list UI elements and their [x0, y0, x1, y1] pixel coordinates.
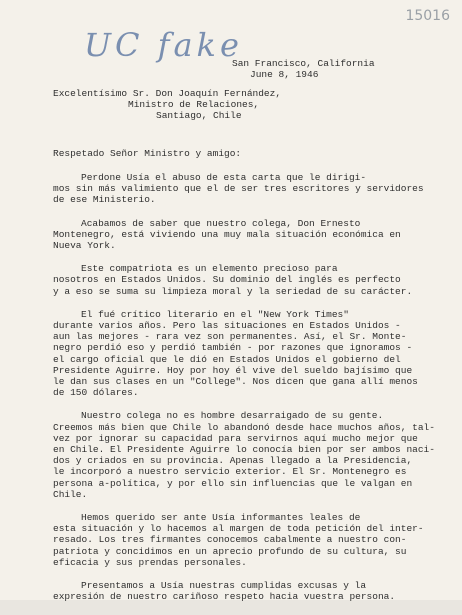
paragraph: [53, 263, 413, 297]
paragraph-line: de ese Ministerio.: [53, 194, 156, 206]
paragraph-line: durante varios años. Pero las situaciones en Estados Unidos -: [53, 320, 401, 332]
paragraph-line: Presidente Aguirre. Hoy por hoy él vive del sueldo bajísimo que: [53, 364, 413, 376]
recipient-line-2: Ministro de Relaciones,: [128, 99, 260, 110]
paragraph-line: mos sin más valimiento que el de ser tres escritores y servidores: [53, 183, 424, 195]
paragraph-line: Hemos querido ser ante Usía informantes leales de: [81, 512, 361, 524]
paragraph-line: persona a-política, y por ello sin influencias que le valgan en: [53, 477, 413, 489]
paragraph-line: Este compatriota es un elemento precioso para: [81, 263, 338, 275]
paragraph-line: aun las mejores - rara vez son permanentes. Así, el Sr. Monte-: [53, 331, 407, 343]
paragraph-line: Chile.: [53, 488, 88, 500]
paragraph-line: Nuestro colega no es hombre desarraigado de su gente.: [81, 410, 384, 422]
paragraph-line: Presentamos a Usía nuestras cumplidas excusas y la: [81, 580, 367, 592]
paragraph-line: patriota y concidimos en un aprecio profundo de su cultura, su: [53, 545, 407, 557]
place-date-block: [232, 58, 375, 80]
paragraph: [53, 410, 435, 500]
paragraph-line: le incorporó a nuestro servicio exterior. El Sr. Montenegro es: [53, 466, 407, 478]
date: June 8, 1946: [250, 69, 319, 80]
page-number: 15016: [405, 8, 450, 24]
paragraph-line: nosotros en Estados Unidos. Su dominio del inglés es perfecto: [53, 274, 401, 286]
letter-body: [53, 172, 435, 615]
paragraph-line: Nueva York.: [53, 240, 116, 252]
paragraph-line: vez por ignorar su capacidad para servirnos aquí mucho mejor que: [53, 432, 418, 444]
salutation: Respetado Señor Ministro y amigo:: [53, 148, 242, 159]
paragraph-line: el cargo oficial que le dió en Estados Unidos el gobierno del: [53, 353, 401, 365]
recipient-line-1: Excelentísimo Sr. Don Joaquín Fernández,: [53, 88, 282, 99]
paragraph-line: dos y criados en su provincia. Apenas llegado a la Presidencia,: [53, 455, 413, 467]
paragraph-line: esta situación y lo hacemos al margen de toda petición del inter-: [53, 523, 424, 535]
recipient-line-3: Santiago, Chile: [156, 110, 242, 121]
paragraph: [53, 172, 424, 206]
paragraph-line: expresión de nuestro cariñoso respeto hacia vuestra persona.: [53, 591, 396, 603]
paragraph-line: y a eso se suma su limpieza moral y la seriedad de su carácter.: [53, 285, 413, 297]
paragraph-line: en Chile. El Presidente Aguirre lo conocía bien por ser ambos naci-: [53, 444, 435, 456]
place: San Francisco, California: [232, 58, 375, 69]
paragraph-line: Acabamos de saber que nuestro colega, Don Ernesto: [81, 217, 361, 229]
paragraph-line: Perdone Usía el abuso de esta carta que le dirigi-: [81, 172, 367, 183]
paragraph-line: le dan sus clases en un "College". Nos dicen que gana allí menos: [53, 376, 418, 388]
recipient-block: [53, 88, 281, 121]
paragraph-line: negro perdió eso y perdió también - por razones que ignoramos -: [53, 342, 413, 354]
paragraph-line: Montenegro, está viviendo una muy mala situación económica en: [53, 228, 401, 240]
paragraph: [53, 580, 413, 602]
handwritten-note: UC fake: [84, 26, 243, 64]
paragraph-line: de 150 dólares.: [53, 387, 139, 399]
paragraph-line: resado. Los tres firmantes conocemos cabalmente a nuestro con-: [53, 534, 407, 546]
paragraph-line: Creemos más bien que Chile lo abandonó desde hace muchos años, tal-: [53, 421, 435, 433]
paragraph-line: El fué crítico literario en el "New York Times": [81, 308, 349, 320]
paragraph: [53, 218, 413, 252]
paragraph: [53, 308, 418, 399]
paragraph-line: eficacia y sus prendas personales.: [53, 556, 247, 568]
paragraph: [53, 512, 424, 568]
